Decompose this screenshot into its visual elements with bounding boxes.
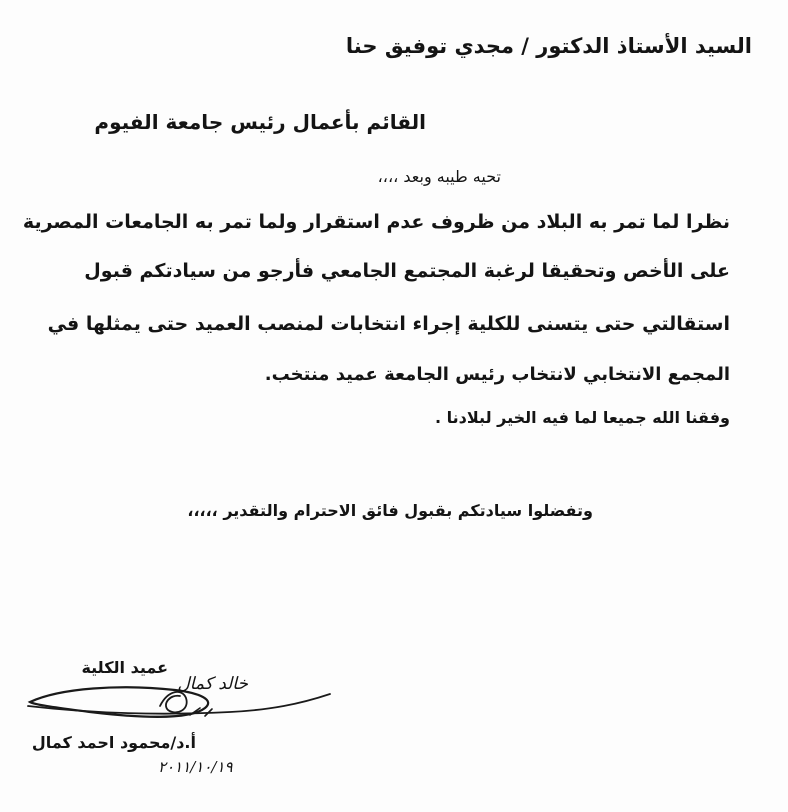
body-line-4: المجمع الانتخابي لانتخاب رئيس الجامعة عميد منتخب. [264, 364, 730, 385]
body-line-5: وفقنا الله جميعا لما فيه الخير لبلادنا . [435, 408, 730, 427]
body-line-2: على الأخص وتحقيقا لرغبة المجتمع الجامعي فأرجو من سيادتكم قبول [84, 260, 730, 282]
addressee-line: السيد الأستاذ الدكتور / مجدي توفيق حنا [345, 34, 752, 58]
body-line-3: استقالتي حتى يتسنى للكلية إجراء انتخابات لمنصب العميد حتى يمثلها في [47, 313, 730, 335]
addressee-position: القائم بأعمال رئيس جامعة الفيوم [94, 110, 426, 134]
body-line-1: نظرا لما تمر به البلاد من ظروف عدم استقرار ولما تمر به الجامعات المصرية [22, 211, 730, 233]
signature-title: عميد الكلية [81, 658, 168, 677]
handwritten-name: خالد كمال [177, 674, 248, 694]
handwritten-date: ٢٠١١/١٠/١٩ [158, 758, 233, 776]
signatory-name: أ.د/محمود احمد كمال [31, 733, 196, 752]
greeting: تحيه طيبه وبعد ،،،، [377, 167, 501, 186]
closing-line: وتفضلوا سيادتكم بقبول فائق الاحترام والتقدير ،،،،، [187, 501, 593, 520]
